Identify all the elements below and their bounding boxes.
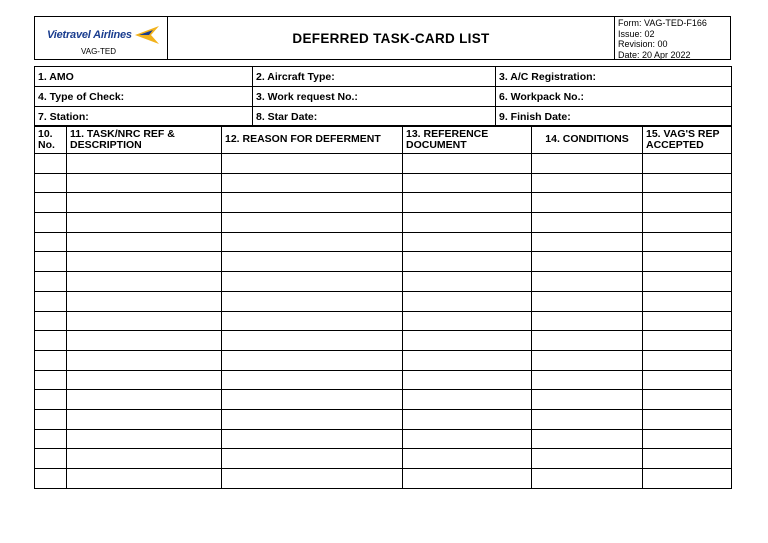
cell-reference[interactable] [403, 429, 532, 449]
table-header-row [35, 126, 732, 154]
cell-conditions[interactable] [532, 252, 643, 272]
cell-accepted[interactable] [643, 370, 732, 390]
cell-accepted[interactable] [643, 272, 732, 292]
cell-no[interactable] [35, 193, 67, 213]
table-row [35, 409, 732, 429]
cell-conditions[interactable] [532, 469, 643, 489]
type-of-check-field[interactable]: 4. Type of Check: [35, 87, 253, 107]
table-row [35, 429, 732, 449]
airline-logo-text: Vietravel Airlines [47, 29, 132, 41]
cell-reason[interactable] [222, 291, 403, 311]
info-row [35, 107, 732, 127]
cell-conditions[interactable] [532, 213, 643, 233]
cell-conditions[interactable] [532, 429, 643, 449]
cell-no[interactable] [35, 272, 67, 292]
cell-conditions[interactable] [532, 350, 643, 370]
cell-task[interactable] [67, 370, 222, 390]
cell-reference[interactable] [403, 409, 532, 429]
cell-conditions[interactable] [532, 311, 643, 331]
info-row [35, 67, 732, 87]
table-row [35, 311, 732, 331]
cell-task[interactable] [67, 173, 222, 193]
cell-task[interactable] [67, 331, 222, 351]
cell-accepted[interactable] [643, 193, 732, 213]
cell-reason[interactable] [222, 409, 403, 429]
table-row [35, 232, 732, 252]
cell-reason[interactable] [222, 469, 403, 489]
cell-reference[interactable] [403, 449, 532, 469]
aircraft-type-field[interactable]: 2. Aircraft Type: [253, 67, 496, 87]
table-row [35, 350, 732, 370]
cell-reason[interactable] [222, 232, 403, 252]
cell-no[interactable] [35, 449, 67, 469]
airline-logo-icon [135, 26, 159, 44]
station-field[interactable]: 7. Station: [35, 107, 253, 127]
cell-task[interactable] [67, 390, 222, 410]
form-header [34, 16, 731, 60]
col-header-no: 10. No. [35, 126, 67, 154]
cell-conditions[interactable] [532, 331, 643, 351]
table-row [35, 469, 732, 489]
cell-reason[interactable] [222, 311, 403, 331]
cell-accepted[interactable] [643, 449, 732, 469]
cell-accepted[interactable] [643, 350, 732, 370]
issue-number: Issue: 02 [618, 28, 655, 39]
table-row [35, 213, 732, 233]
cell-conditions[interactable] [532, 291, 643, 311]
cell-reference[interactable] [403, 390, 532, 410]
cell-accepted[interactable] [643, 154, 732, 174]
cell-reason[interactable] [222, 154, 403, 174]
col-header-conditions: 14. CONDITIONS [532, 126, 643, 154]
cell-reference[interactable] [403, 154, 532, 174]
table-row [35, 449, 732, 469]
cell-task[interactable] [67, 409, 222, 429]
cell-reason[interactable] [222, 213, 403, 233]
cell-no[interactable] [35, 232, 67, 252]
form-number: Form: VAG-TED-F166 [618, 18, 707, 28]
workpack-field[interactable]: 6. Workpack No.: [496, 87, 732, 107]
cell-conditions[interactable] [532, 232, 643, 252]
cell-conditions[interactable] [532, 409, 643, 429]
logo-cell [35, 17, 168, 59]
cell-reference[interactable] [403, 350, 532, 370]
amo-field[interactable]: 1. AMO [35, 67, 253, 87]
cell-reference[interactable] [403, 311, 532, 331]
cell-reference[interactable] [403, 232, 532, 252]
table-row [35, 272, 732, 292]
cell-conditions[interactable] [532, 390, 643, 410]
cell-reference[interactable] [403, 213, 532, 233]
cell-conditions[interactable] [532, 449, 643, 469]
cell-no[interactable] [35, 390, 67, 410]
cell-conditions[interactable] [532, 272, 643, 292]
cell-no[interactable] [35, 370, 67, 390]
cell-reference[interactable] [403, 173, 532, 193]
cell-no[interactable] [35, 311, 67, 331]
cell-task[interactable] [67, 469, 222, 489]
cell-task[interactable] [67, 311, 222, 331]
logo-subtitle: VAG-TED [81, 47, 116, 56]
table-row [35, 291, 732, 311]
revision-number: Revision: 00 [618, 39, 668, 49]
cell-task[interactable] [67, 193, 222, 213]
cell-no[interactable] [35, 429, 67, 449]
cell-no[interactable] [35, 154, 67, 174]
cell-no[interactable] [35, 350, 67, 370]
cell-task[interactable] [67, 232, 222, 252]
cell-accepted[interactable] [643, 232, 732, 252]
cell-conditions[interactable] [532, 370, 643, 390]
deferred-task-table [34, 125, 732, 489]
cell-accepted[interactable] [643, 331, 732, 351]
cell-reason[interactable] [222, 331, 403, 351]
table-body [35, 154, 732, 489]
page-title: DEFERRED TASK-CARD LIST [292, 30, 490, 46]
cell-task[interactable] [67, 213, 222, 233]
cell-reference[interactable] [403, 252, 532, 272]
cell-accepted[interactable] [643, 173, 732, 193]
table-row [35, 173, 732, 193]
cell-accepted[interactable] [643, 390, 732, 410]
cell-conditions[interactable] [532, 193, 643, 213]
form-meta [614, 17, 730, 59]
cell-reference[interactable] [403, 370, 532, 390]
table-row [35, 252, 732, 272]
cell-no[interactable] [35, 291, 67, 311]
cell-no[interactable] [35, 213, 67, 233]
cell-reason[interactable] [222, 173, 403, 193]
cell-task[interactable] [67, 350, 222, 370]
cell-no[interactable] [35, 252, 67, 272]
start-date-field[interactable]: 8. Star Date: [253, 107, 496, 127]
table-row [35, 390, 732, 410]
cell-reason[interactable] [222, 193, 403, 213]
col-header-task: 11. TASK/NRC REF & DESCRIPTION [67, 126, 222, 154]
cell-task[interactable] [67, 252, 222, 272]
cell-task[interactable] [67, 291, 222, 311]
cell-accepted[interactable] [643, 311, 732, 331]
table-row [35, 154, 732, 174]
registration-field[interactable]: 3. A/C Registration: [496, 67, 732, 87]
cell-accepted[interactable] [643, 291, 732, 311]
cell-conditions[interactable] [532, 154, 643, 174]
cell-reason[interactable] [222, 350, 403, 370]
col-header-accepted: 15. VAG'S REP ACCEPTED [643, 126, 732, 154]
cell-task[interactable] [67, 154, 222, 174]
cell-no[interactable] [35, 469, 67, 489]
cell-reason[interactable] [222, 429, 403, 449]
cell-reason[interactable] [222, 390, 403, 410]
cell-reason[interactable] [222, 252, 403, 272]
cell-accepted[interactable] [643, 469, 732, 489]
cell-no[interactable] [35, 173, 67, 193]
info-table [34, 66, 732, 127]
table-row [35, 370, 732, 390]
finish-date-field[interactable]: 9. Finish Date: [496, 107, 732, 127]
cell-reason[interactable] [222, 370, 403, 390]
cell-accepted[interactable] [643, 252, 732, 272]
table-row [35, 193, 732, 213]
cell-reference[interactable] [403, 469, 532, 489]
cell-accepted[interactable] [643, 213, 732, 233]
cell-no[interactable] [35, 409, 67, 429]
work-request-field[interactable]: 3. Work request No.: [253, 87, 496, 107]
cell-no[interactable] [35, 331, 67, 351]
cell-reason[interactable] [222, 449, 403, 469]
info-row [35, 87, 732, 107]
cell-reference[interactable] [403, 272, 532, 292]
col-header-reason: 12. REASON FOR DEFERMENT [222, 126, 403, 154]
cell-reference[interactable] [403, 291, 532, 311]
cell-reference[interactable] [403, 193, 532, 213]
cell-reference[interactable] [403, 331, 532, 351]
form-date: Date: 20 Apr 2022 [618, 49, 691, 60]
cell-task[interactable] [67, 449, 222, 469]
col-header-reference: 13. REFERENCE DOCUMENT [403, 126, 532, 154]
cell-task[interactable] [67, 429, 222, 449]
table-row [35, 331, 732, 351]
cell-reason[interactable] [222, 272, 403, 292]
cell-accepted[interactable] [643, 409, 732, 429]
cell-task[interactable] [67, 272, 222, 292]
cell-conditions[interactable] [532, 173, 643, 193]
cell-accepted[interactable] [643, 429, 732, 449]
